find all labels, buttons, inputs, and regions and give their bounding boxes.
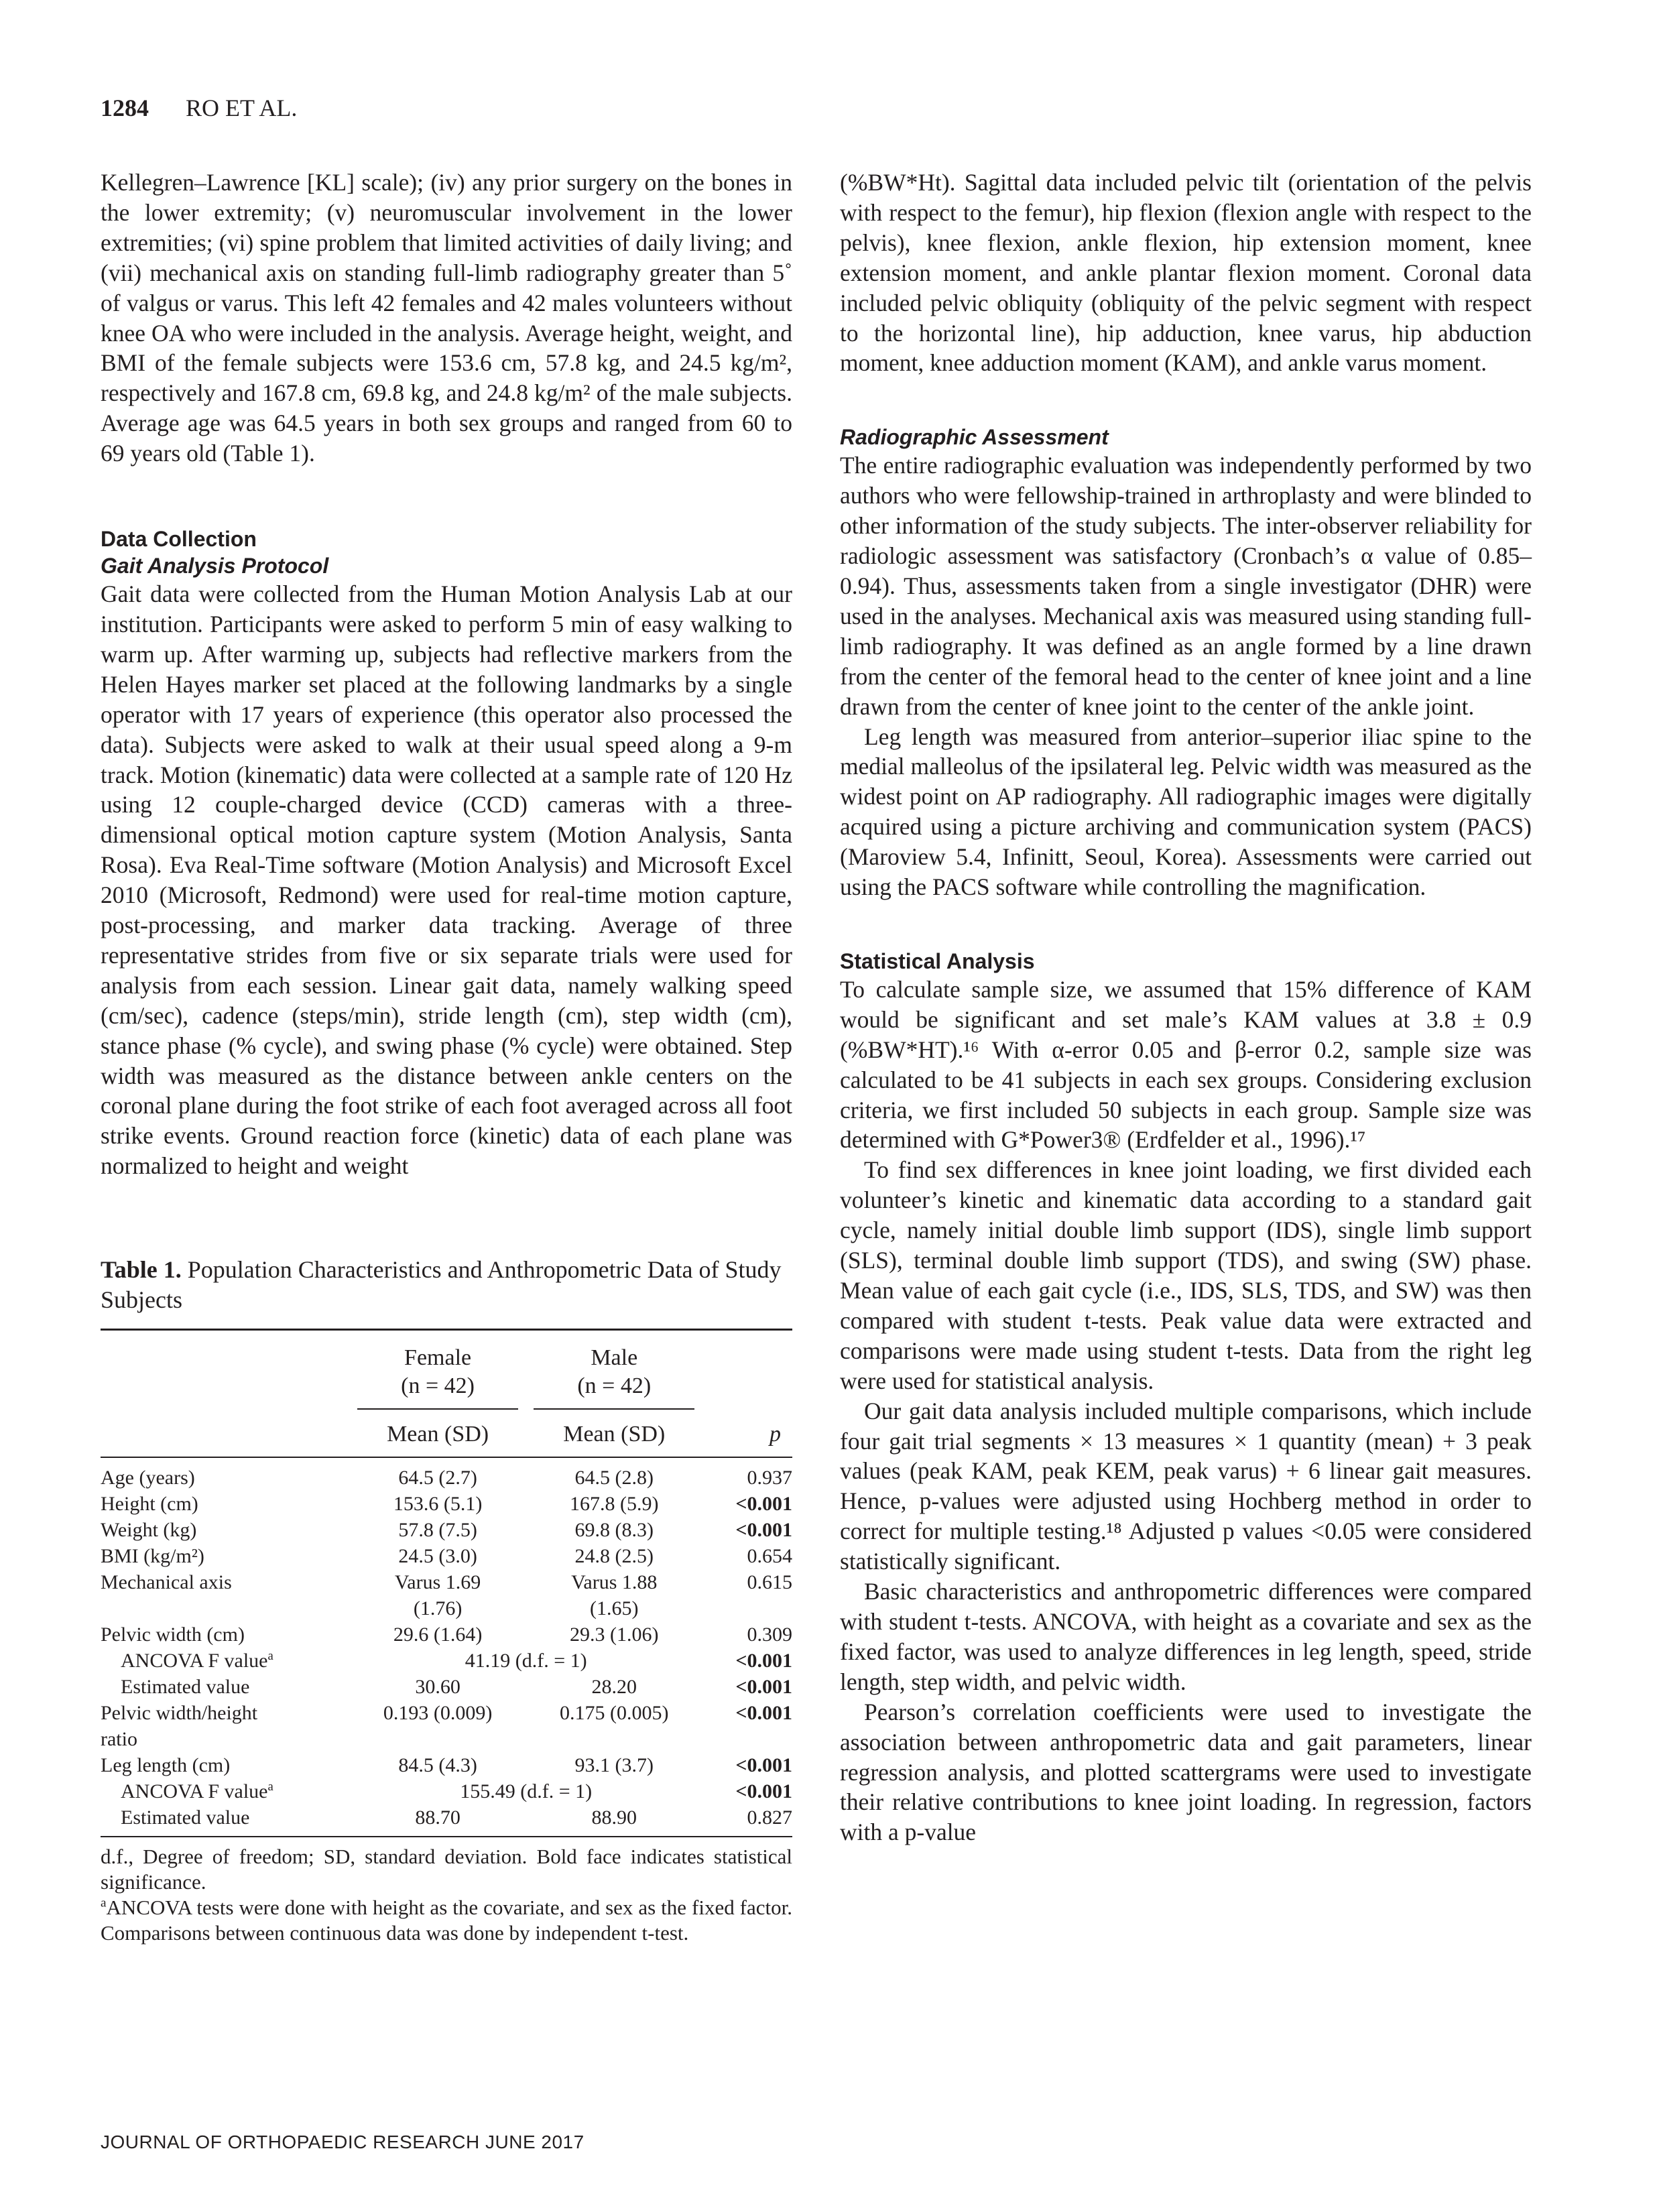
male-value-cell: 29.3 (1.06) [570, 1623, 659, 1646]
p-value-cell: <0.001 [735, 1780, 792, 1803]
table-row [101, 1752, 792, 1778]
statistical-paragraph-4: Basic characteristics and anthropometric differences were compared with student t-tests. ANCOVA, with height as a covariate and sex as the fixed factor, was used to analyze differences in leg length, speed, stride length, step width, and pelvic width. [840, 1578, 1532, 1695]
journal-footer: JOURNAL OF ORTHOPAEDIC RESEARCH JUNE 2017 [101, 2132, 585, 2152]
left-column [101, 168, 792, 1946]
table-row [101, 1569, 792, 1595]
table-row [101, 1491, 792, 1517]
table-label: Table 1. [101, 1256, 182, 1284]
female-value-cell: 30.60 [415, 1676, 460, 1699]
section-heading-data-collection: Data Collection [101, 527, 257, 552]
row-label: ratio [101, 1728, 137, 1751]
table-title: Population Characteristics and Anthropometric Data of Study Subjects [101, 1256, 782, 1314]
female-value-cell [350, 1726, 526, 1752]
intro-paragraph: Kellegren–Lawrence [KL] scale); (iv) any prior surgery on the bones in the lower extremity; (v) neuromuscular involvement in the lower extremities; (vi) spine problem that limited activities of daily living; and (vii) mechanical axis on standing full-limb radiography greater than 5˚ of valgus or varus. This left 42 females and 42 males volunteers without knee OA who were included in the analysis. Average height, weight, and BMI of the female subjects were 153.6 cm, 57.8 kg, and 24.5 kg/m², respectively and 167.8 cm, 69.8 kg, and 24.8 kg/m² of the male subjects. Average age was 64.5 years in both sex groups and ranged from 60 to 69 years old (Table 1). [101, 169, 792, 467]
ancova-value-cell: 155.49 (d.f. = 1) [460, 1780, 593, 1803]
header-female: Female (n = 42) [350, 1330, 526, 1410]
table-row [101, 1595, 792, 1621]
subsection-heading-radiographic: Radiographic Assessment [840, 425, 1109, 450]
statistical-paragraph-3: Our gait data analysis included multiple comparisons, which include four gait trial segments × 13 measures × 1 quantity (mean) + 3 peak values (peak KAM, peak KEM, peak varus) + 6 linear gait measures. Hence, p-values were adjusted using Hochberg method in order to correct for multiple testing.¹⁸ Adjusted p values <0.05 were considered statistically significant. [840, 1397, 1532, 1575]
ancova-value-cell: 41.19 (d.f. = 1) [465, 1650, 587, 1672]
p-value-cell: <0.001 [735, 1702, 792, 1725]
p-value-cell: 0.309 [747, 1623, 792, 1646]
footnote-marker: a [267, 1780, 273, 1794]
section-heading-statistical: Statistical Analysis [840, 948, 1035, 973]
table-row [101, 1700, 792, 1726]
male-value-cell: 64.5 (2.8) [574, 1467, 654, 1489]
p-value-cell: <0.001 [735, 1650, 792, 1672]
table-row [101, 1674, 792, 1700]
female-value-cell: 64.5 (2.7) [398, 1467, 477, 1489]
table-row [101, 1517, 792, 1543]
p-value-cell: 0.615 [747, 1571, 792, 1594]
row-label: BMI (kg/m²) [101, 1545, 204, 1568]
running-header [101, 94, 297, 122]
female-value-cell: Varus 1.69 [394, 1571, 481, 1594]
p-value-cell [702, 1726, 792, 1752]
male-value-cell: 69.8 (8.3) [574, 1519, 654, 1542]
female-value-cell: 0.193 (0.009) [383, 1702, 493, 1725]
female-value-cell: 153.6 (5.1) [393, 1493, 483, 1516]
table-1-grid [101, 1329, 792, 1837]
statistical-paragraph-5: Pearson’s correlation coefficients were used to investigate the association between anthropometric data and gait parameters, linear regression analysis, and plotted scattergrams were used to investigate their relative contributions to knee joint loading. In regression, factors with a p-value [840, 1698, 1532, 1846]
female-value-cell: 88.70 [350, 1804, 526, 1837]
table-row [101, 1621, 792, 1648]
p-value-cell: <0.001 [735, 1493, 792, 1516]
table-footnote-1: d.f., Degree of freedom; SD, standard deviation. Bold face indicates statistical significance. [101, 1845, 792, 1894]
male-value-cell: 93.1 (3.7) [574, 1754, 654, 1777]
p-value-cell: <0.001 [735, 1676, 792, 1699]
statistical-paragraph-1: To calculate sample size, we assumed that 15% difference of KAM would be significant and set male’s KAM values at 3.8 ± 0.9 (%BW*HT).¹⁶ With α-error 0.05 and β-error 0.2, sample size was calculated to be 41 subjects in each sex groups. Considering exclusion criteria, we first included 50 subjects in each group. Sample size was determined with G*Power3® (Erdfelder et al., 1996).¹⁷ [840, 975, 1532, 1154]
row-label: Pelvic width/height [101, 1702, 258, 1725]
table-row [101, 1804, 792, 1837]
row-label: Weight (kg) [101, 1519, 197, 1542]
male-value-cell: 0.175 (0.005) [560, 1702, 669, 1725]
radiographic-paragraph-1: The entire radiographic evaluation was independently performed by two authors who were fellowship-trained in arthroplasty and were blinded to other information of the study subjects. The inter-observer reliability for radiologic assessment was satisfactory (Cronbach’s α value of 0.85–0.94). Thus, assessments taken from a single investigator (DHR) were used in the analyses. Mechanical axis was measured using standing full-limb radiography. It was defined as an angle formed by a line drawn from the center of the femoral head to the center of knee joint and a line drawn from the center of knee joint to the center of the ankle joint. [840, 452, 1532, 720]
statistical-paragraph-2: To find sex differences in knee joint loading, we first divided each volunteer’s kinetic and kinematic data according to a standard gait cycle, namely initial double limb support (IDS), single limb support (SLS), terminal double limb support (TDS), and swing (SW) phase. Mean value of each gait cycle (i.e., IDS, SLS, TDS, and SW) was then compared with student t-tests. Peak value data were extracted and comparisons were made using student t-tests. Data from the right leg were used for statistical analysis. [840, 1156, 1532, 1394]
table-row [101, 1457, 792, 1491]
running-head: RO ET AL. [186, 95, 298, 121]
right-column [840, 168, 1532, 1847]
p-value-cell: <0.001 [735, 1519, 792, 1542]
male-value-cell: 88.90 [526, 1804, 702, 1837]
header-p: p [702, 1410, 792, 1457]
page-number: 1284 [101, 95, 149, 121]
row-label: ANCOVA F value$^a$ [121, 1780, 273, 1803]
male-value-cell: 167.8 (5.9) [570, 1493, 659, 1516]
male-value-cell: (1.65) [590, 1597, 639, 1620]
row-label [101, 1595, 350, 1621]
row-label: Mechanical axis [101, 1571, 232, 1594]
female-value-cell: 84.5 (4.3) [398, 1754, 477, 1777]
row-label: Pelvic width (cm) [101, 1623, 245, 1646]
table-row [101, 1543, 792, 1569]
header-male: Male (n = 42) [526, 1330, 702, 1410]
row-label: Age (years) [101, 1467, 195, 1489]
p-value-cell [702, 1595, 792, 1621]
p-value-cell: 0.654 [747, 1545, 792, 1568]
table-row [101, 1726, 792, 1752]
radiographic-paragraph-2: Leg length was measured from anterior–superior iliac spine to the medial malleolus of the ipsilateral leg. Pelvic width was measured as the widest point on AP radiography. All radiographic images were digitally acquired using a picture archiving and communication system (PACS) (Maroview 5.4, Infinitt, Seoul, Korea). Assessments were carried out using the PACS software while controlling the magnification. [840, 723, 1532, 901]
male-value-cell [526, 1726, 702, 1752]
female-value-cell: 57.8 (7.5) [398, 1519, 477, 1542]
male-value-cell: Varus 1.88 [571, 1571, 658, 1594]
table-caption [101, 1255, 792, 1315]
gait-paragraph: Gait data were collected from the Human Motion Analysis Lab at our institution. Participants were asked to perform 5 min of easy walking to warm up. After warming up, subjects had reflective markers from the Helen Hayes marker set placed at the following landmarks by a single operator with 17 years of experience (this operator also processed the data). Subjects were asked to walk at their usual speed along a 9-m track. Motion (kinematic) data were collected at a sample rate of 120 Hz using 12 couple-charged device (CCD) cameras with a three-dimensional optical motion capture system (Motion Analysis, Santa Rosa). Eva Real-Time software (Motion Analysis) and Microsoft Excel 2010 (Microsoft, Redmond) were used for real-time motion capture, post-processing, and marker data tracking. Average of three representative strides from five or six separate trials were used for analysis from each session. Linear gait data, namely walking speed (cm/sec), cadence (steps/min), stride length (cm), step width (cm), stance phase (% cycle), and swing phase (% cycle) were obtained. Step width was measured as the distance between ankle centers on the coronal plane during the foot strike of each foot averaged across all foot strike events. Ground reaction force (kinetic) data of each plane was normalized to height and weight [101, 580, 792, 1180]
table-row [101, 1648, 792, 1674]
row-label: Estimated value [101, 1804, 350, 1837]
table-1 [101, 1255, 792, 1946]
male-value-cell: 28.20 [591, 1676, 637, 1699]
table-row [101, 1778, 792, 1804]
male-value-cell: 24.8 (2.5) [574, 1545, 654, 1568]
row-label: ANCOVA F value$^a$ [121, 1649, 273, 1672]
subsection-heading-gait-protocol: Gait Analysis Protocol [101, 554, 329, 578]
row-label: Leg length (cm) [101, 1754, 231, 1777]
p-value-cell: 0.827 [702, 1804, 792, 1837]
row-label: Estimated value [121, 1676, 250, 1699]
female-value-cell: (1.76) [413, 1597, 463, 1620]
footnote-marker: a [267, 1649, 273, 1664]
p-value-cell: 0.937 [747, 1467, 792, 1489]
header-mean-sd-female: Mean (SD) [350, 1410, 526, 1457]
p-value-cell: <0.001 [735, 1754, 792, 1777]
header-mean-sd-male: Mean (SD) [526, 1410, 702, 1457]
table-footnote-2: $^a$ANCOVA tests were done with height as the covariate, and sex as the fixed factor. Comparisons between continuous data was done by independent t-test. [101, 1896, 792, 1945]
row-label: Height (cm) [101, 1493, 198, 1516]
female-value-cell: 24.5 (3.0) [398, 1545, 477, 1568]
kinetic-paragraph: (%BW*Ht). Sagittal data included pelvic tilt (orientation of the pelvis with respect to the femur), hip flexion (flexion angle with respect to the pelvis), knee flexion, ankle flexion, hip extension moment, knee extension moment, and ankle plantar flexion moment. Coronal data included pelvic obliquity (obliquity of the pelvic segment with respect to the horizontal line), hip adduction, knee varus, hip abduction moment, knee adduction moment (KAM), and ankle varus moment. [840, 169, 1532, 377]
female-value-cell: 29.6 (1.64) [393, 1623, 483, 1646]
